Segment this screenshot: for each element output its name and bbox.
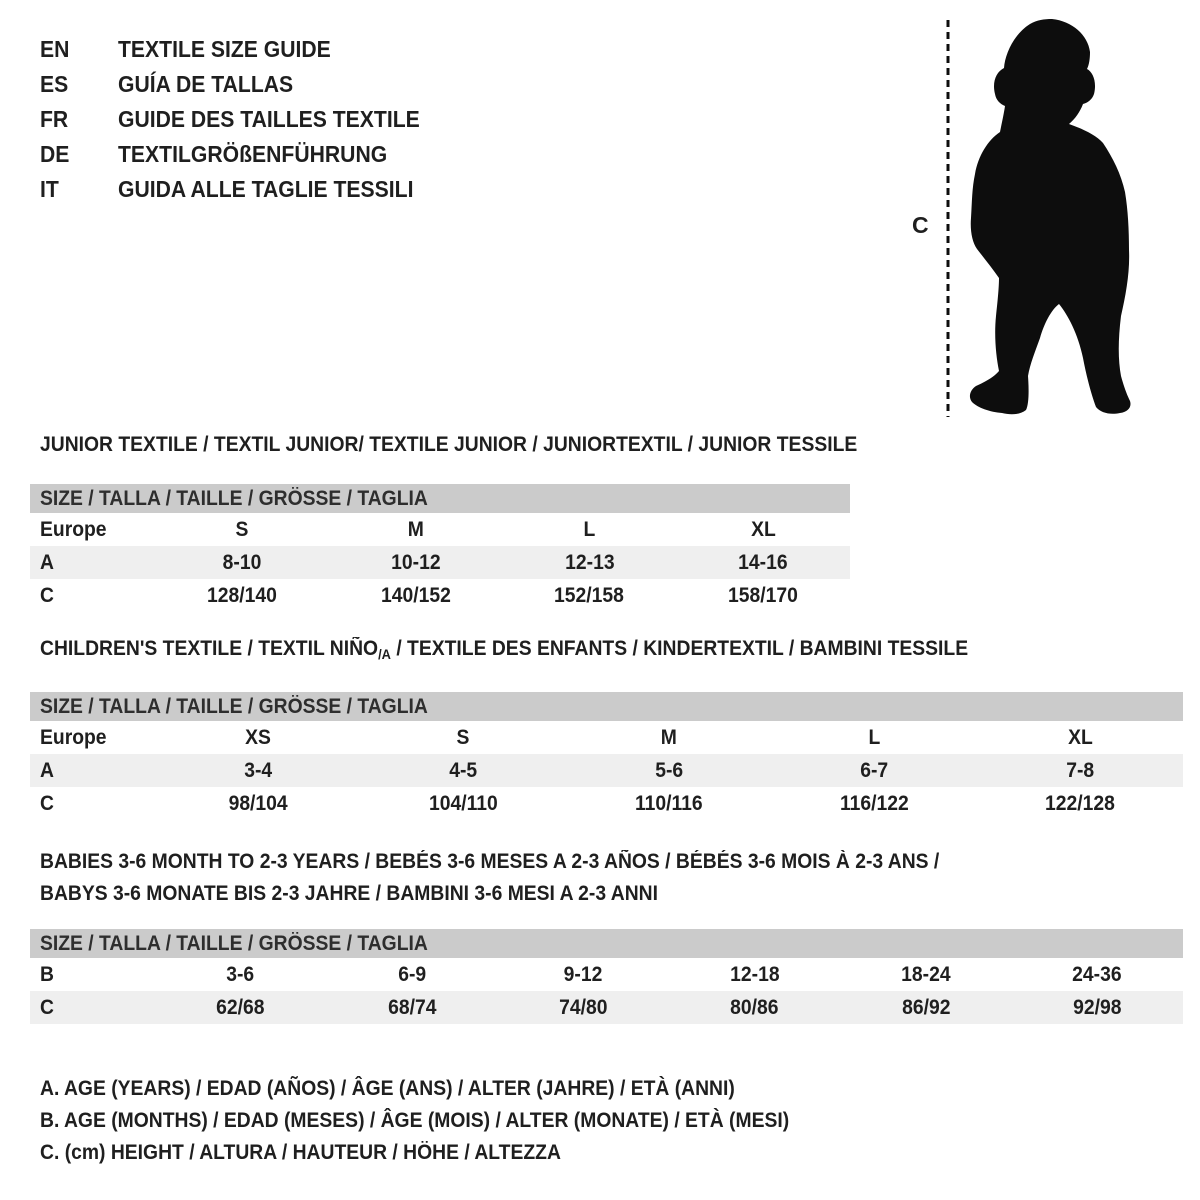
- months-value: 12-18: [729, 962, 780, 986]
- row-label: C: [40, 995, 54, 1019]
- months-value: 24-36: [1072, 962, 1123, 986]
- table-row-height: [30, 991, 1183, 1024]
- size-header-bar: SIZE / TALLA / TAILLE / GRÖSSE / TAGLIA: [30, 929, 1183, 958]
- measurement-legend: [40, 1073, 854, 1169]
- legend-age-years: A. AGE (YEARS) / EDAD (AÑOS) / ÂGE (ANS) / ALTER (JAHRE) / ETÀ (ANNI): [40, 1077, 735, 1100]
- size-header-bar: SIZE / TALLA / TAILLE / GRÖSSE / TAGLIA: [30, 484, 850, 513]
- age-value: 4-5: [449, 758, 478, 782]
- language-row-it: [40, 172, 446, 207]
- size-value: M: [660, 725, 678, 749]
- height-value: 158/170: [728, 583, 799, 607]
- table-row-europe: [30, 513, 850, 546]
- table-row-age: [30, 546, 850, 579]
- size-value: L: [583, 517, 596, 541]
- children-size-table: [30, 692, 1183, 820]
- size-value: XL: [1067, 725, 1093, 749]
- size-value: XS: [244, 725, 271, 749]
- age-value: 7-8: [1066, 758, 1095, 782]
- size-value: M: [407, 517, 424, 541]
- toddler-body-shape: [970, 19, 1131, 414]
- guide-title-fr: GUIDE DES TAILLES TEXTILE: [118, 106, 420, 132]
- table-row-age: [30, 754, 1183, 787]
- row-label: Europe: [40, 517, 107, 541]
- height-value: 140/152: [380, 583, 451, 607]
- months-value: 9-12: [563, 962, 603, 986]
- height-value: 128/140: [206, 583, 277, 607]
- table-row-europe: [30, 721, 1183, 754]
- size-value: L: [868, 725, 881, 749]
- language-code: FR: [40, 106, 69, 132]
- age-value: 14-16: [738, 550, 788, 574]
- age-value: 8-10: [222, 550, 262, 574]
- language-code: IT: [40, 176, 59, 202]
- babies-section-title: BABIES 3-6 MONTH TO 2-3 YEARS / BEBÉS 3-6 MESES A 2-3 AÑOS / BÉBÉS 3-6 MOIS À 2-3 ANS / BABYS 3-6 MONATE BIS 2-3 JAHRE / BAMBINI 3-6 MESI A 2-3 ANNI: [40, 850, 940, 905]
- legend-age-months: B. AGE (MONTHS) / EDAD (MESES) / ÂGE (MOIS) / ALTER (MONATE) / ETÀ (MESI): [40, 1109, 790, 1132]
- months-value: 18-24: [901, 962, 951, 986]
- height-value: 62/68: [216, 995, 265, 1019]
- row-label: C: [40, 791, 54, 815]
- guide-title-it: GUIDA ALLE TAGLIE TESSILI: [118, 176, 414, 202]
- toddler-figure: [942, 16, 1137, 421]
- junior-section-title: JUNIOR TEXTILE / TEXTIL JUNIOR/ TEXTILE JUNIOR / JUNIORTEXTIL / JUNIOR TESSILE: [40, 433, 858, 456]
- months-value: 3-6: [226, 962, 255, 986]
- age-value: 3-4: [243, 758, 272, 782]
- language-title-list: [40, 32, 446, 207]
- table-row-height: [30, 579, 850, 612]
- height-value: 92/98: [1073, 995, 1122, 1019]
- children-section-title: CHILDREN'S TEXTILE / TEXTIL $NIÑO_{/A}$ / TEXTILE DES ENFANTS / KINDERTEXTIL / BAMBINI TESSILE: [40, 637, 969, 662]
- babies-size-table: [30, 929, 1183, 1024]
- row-label: A: [40, 550, 54, 574]
- height-value: 104/110: [428, 791, 498, 815]
- height-value: 80/86: [730, 995, 779, 1019]
- height-measure-label: C: [912, 212, 929, 238]
- height-value: 98/104: [228, 791, 288, 815]
- row-label: B: [40, 962, 54, 986]
- height-value: 152/158: [554, 583, 625, 607]
- age-value: 5-6: [655, 758, 683, 782]
- nino-a-subscript: /A: [378, 646, 391, 662]
- height-value: 74/80: [559, 995, 608, 1019]
- toddler-silhouette-icon: [942, 16, 1137, 421]
- age-value: 10-12: [390, 550, 441, 574]
- height-value: 110/116: [635, 791, 703, 815]
- size-value: S: [456, 725, 470, 749]
- size-value: S: [235, 517, 249, 541]
- guide-title-de: TEXTILGRÖßENFÜHRUNG: [118, 141, 388, 167]
- row-label: Europe: [40, 725, 107, 749]
- language-code: EN: [40, 36, 70, 62]
- age-value: 12-13: [564, 550, 615, 574]
- months-value: 6-9: [398, 962, 426, 986]
- language-row-es: [40, 67, 446, 102]
- height-value: 116/122: [840, 791, 909, 815]
- height-value: 68/74: [387, 995, 437, 1019]
- height-value: 122/128: [1045, 791, 1116, 815]
- language-row-de: [40, 137, 446, 172]
- legend-height-cm: C. (cm) HEIGHT / ALTURA / HAUTEUR / HÖHE / ALTEZZA: [40, 1141, 561, 1164]
- table-row-months: [30, 958, 1183, 991]
- age-value: 6-7: [860, 758, 889, 782]
- row-label: A: [40, 758, 54, 782]
- size-value: XL: [750, 517, 776, 541]
- language-row-fr: [40, 102, 446, 137]
- height-value: 86/92: [901, 995, 951, 1019]
- junior-size-table: [30, 484, 850, 612]
- language-code: ES: [40, 71, 69, 97]
- guide-title-en: TEXTILE SIZE GUIDE: [118, 36, 331, 62]
- language-row-en: [40, 32, 446, 67]
- table-row-height: [30, 787, 1183, 820]
- guide-title-es: GUÍA DE TALLAS: [118, 71, 294, 97]
- language-code: DE: [40, 141, 70, 167]
- size-header-bar: SIZE / TALLA / TAILLE / GRÖSSE / TAGLIA: [30, 692, 1183, 721]
- row-label: C: [40, 583, 54, 607]
